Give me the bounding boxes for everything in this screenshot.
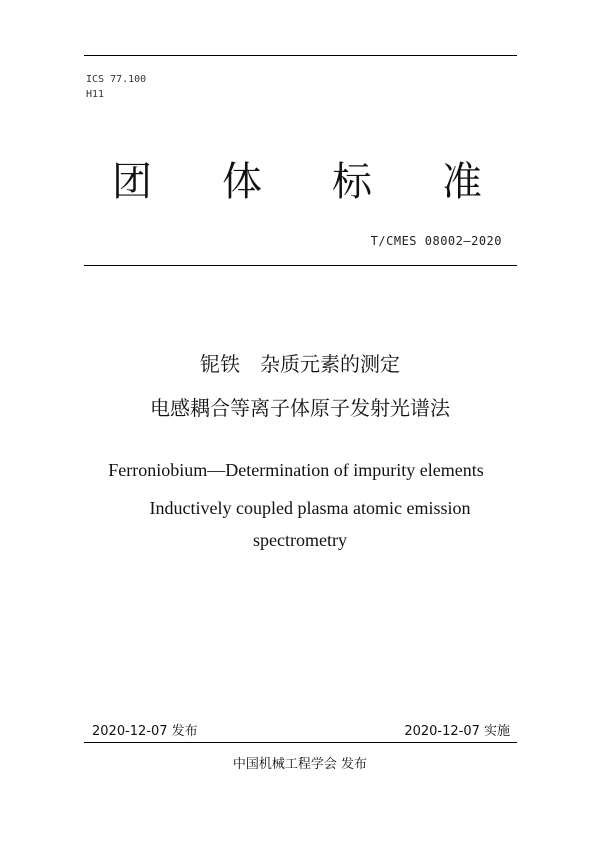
category-code: H11 [86, 89, 105, 100]
english-title-line-3: spectrometry [253, 530, 347, 550]
chinese-title-line-2: 电感耦合等离子体原子发射光谱法 [150, 396, 450, 420]
english-title-line-2: Inductively coupled plasma atomic emission [149, 498, 471, 518]
standard-type-char: 体 [222, 159, 262, 205]
publish-date: 2020-12-07 发布 [92, 724, 198, 739]
standard-type-char: 团 [112, 159, 152, 205]
chinese-title-line-1: 铌铁 杂质元素的测定 [200, 352, 400, 376]
standard-number: T/CMES 08002—2020 [370, 234, 502, 248]
issuer: 中国机械工程学会 发布 [232, 757, 368, 772]
classification-codes [86, 72, 146, 102]
middle-divider [84, 265, 517, 266]
standard-type-char: 标 [332, 159, 372, 205]
standard-type-char: 准 [442, 159, 482, 205]
standard-type-heading [0, 158, 600, 208]
bottom-divider [84, 742, 517, 743]
implement-date: 2020-12-07 实施 [404, 724, 510, 739]
ics-code: ICS 77.100 [86, 74, 147, 85]
english-title-line-1: Ferroniobium—Determination of impurity elements [108, 460, 484, 480]
top-divider [84, 55, 517, 56]
